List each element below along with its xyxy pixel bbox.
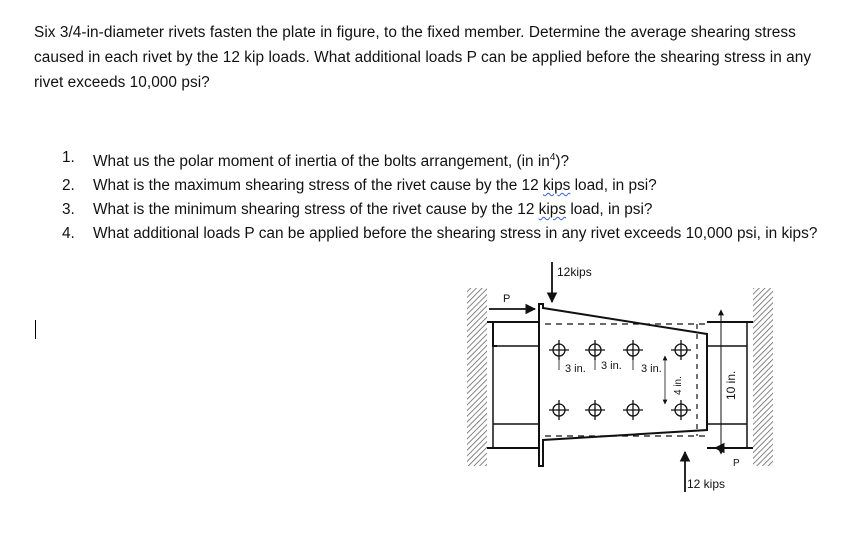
- question-text-end: load, in psi?: [566, 201, 653, 219]
- rivet-plate-figure: [455, 258, 785, 498]
- vertical-spacing-label: 4 in.: [673, 376, 684, 395]
- question-number: 1.: [62, 149, 75, 166]
- question-text: What additional loads P can be applied before the shearing stress in any rivet exceeds 10,000 psi, in kips?: [93, 225, 818, 243]
- question-list: [62, 146, 822, 246]
- text-cursor: [35, 320, 36, 339]
- problem-statement: Six 3/4-in-diameter rivets fasten the plate in figure, to the fixed member. Determine the average shearing stress caused in each rivet by the 12 kip loads. What additional loads P can be applied before the shearing stress in any rivet exceeds 10,000 psi?: [34, 24, 812, 91]
- question-item: [62, 146, 822, 174]
- spelling-flagged-word[interactable]: kips: [538, 201, 567, 219]
- load-label-bottom: 12 kips: [687, 477, 726, 491]
- question-text: What us the polar moment of inertia of the bolts arrangement, (in in: [93, 153, 550, 171]
- spacing-label-1: 3 in.: [565, 363, 586, 375]
- spacing-label-2: 3 in.: [601, 360, 622, 372]
- spelling-flagged-word[interactable]: kips: [542, 177, 571, 195]
- question-text: What is the minimum shearing stress of the rivet cause by the 12: [93, 201, 539, 219]
- question-text-end: load, in psi?: [570, 177, 657, 195]
- fixed-wall-left: [467, 288, 487, 466]
- question-item: [62, 174, 822, 198]
- question-item: [62, 198, 822, 222]
- superscript: 4: [549, 152, 556, 163]
- p-label-top: P: [503, 293, 511, 305]
- question-text-end: )?: [555, 153, 570, 171]
- question-text: What is the maximum shearing stress of the rivet cause by the 12: [93, 177, 543, 195]
- p-label-bottom: P: [733, 458, 740, 469]
- load-label-top: 12kips: [557, 265, 592, 279]
- spacing-label-3: 3 in.: [641, 363, 662, 375]
- question-item: [62, 222, 822, 246]
- question-number: 2.: [62, 177, 75, 195]
- fixed-wall-right: [753, 288, 773, 466]
- height-label: 10 in.: [724, 370, 738, 400]
- question-number: 3.: [62, 201, 75, 219]
- question-number: 4.: [62, 225, 75, 243]
